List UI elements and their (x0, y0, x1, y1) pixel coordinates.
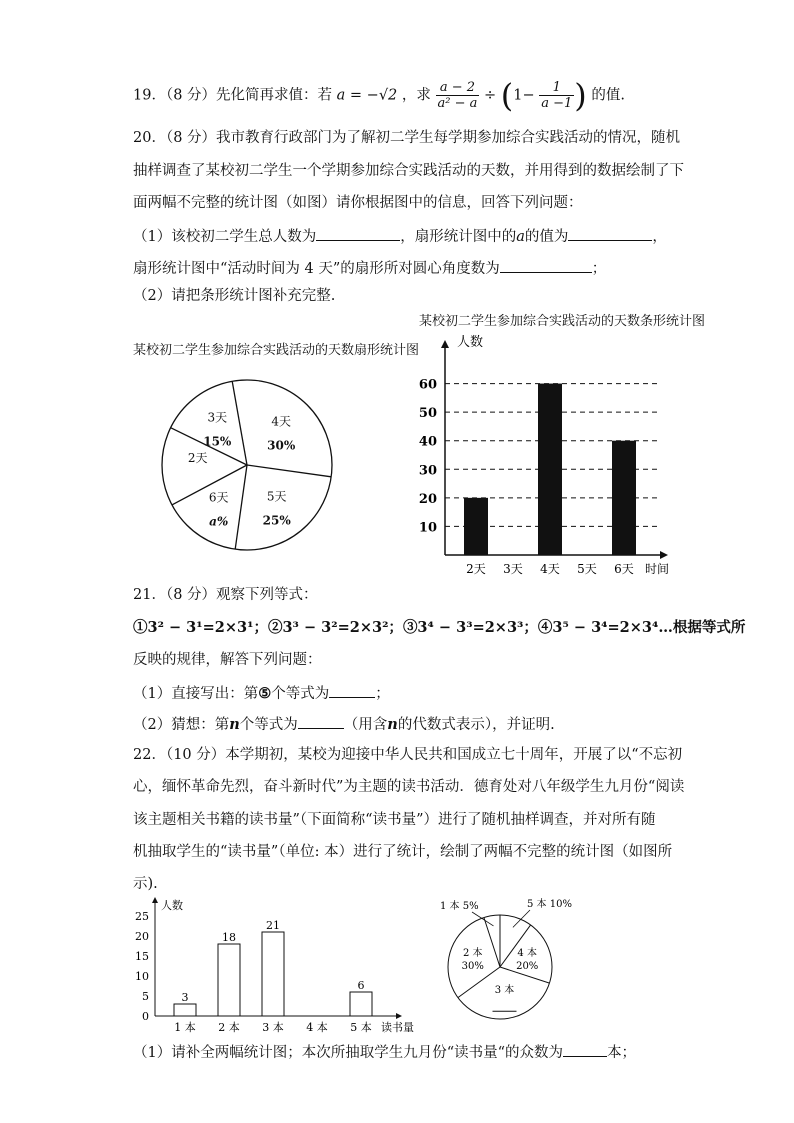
pie1-label-3: 2天 (187, 450, 208, 465)
q19-condition: a = −√2 (336, 87, 398, 104)
q20-line-2: 抽样调查了某校初二学生一个学期参加综合实践活动的天数，并用得到的数据绘制了下 (133, 163, 684, 179)
bar1-ytick-5: 60 (418, 377, 437, 393)
pie1-pct-4: 15% (203, 434, 232, 449)
q19-fraction-2: $\frac{1}{a -1}$ (541, 80, 573, 111)
bar2-ytick-3: 15 (135, 950, 149, 963)
bar1-xtick-0: 2天 (466, 562, 486, 576)
pie2-label-4: 2 本 (463, 948, 483, 960)
bar2-xtick-3: 4 本 (306, 1021, 328, 1034)
q21-equations: ①3² − 3¹=2×3¹；②3³ − 3²=2×3²；③3⁴ − 3³=2×3³；④3⁵ − 3⁴=2×3⁴…根据等式所 (133, 619, 746, 636)
bar1-ytick-4: 50 (418, 406, 437, 422)
bar1-ytick-2: 30 (418, 463, 437, 479)
q22-part-1: （1）请补全两幅统计图；本次所抽取学生九月份“读书量“的众数为 本； (133, 1042, 636, 1063)
bar2-ytick-5: 25 (135, 910, 149, 923)
answer-blank[interactable] (500, 258, 592, 273)
q20-line-1: 20．（8 分）我市教育行政部门为了解初二学生每学期参加综合实践活动的情况，随机 (133, 130, 681, 146)
bar1-ytick-3: 40 (418, 434, 437, 450)
bar2-xlabel: 读书量 (381, 1021, 414, 1034)
pie1-slice-2 (235, 465, 247, 549)
bar1-ytick-1: 20 (418, 491, 437, 507)
bar2-value-1: 18 (222, 931, 236, 944)
bar2-value-2: 21 (266, 919, 280, 932)
pie2-label-0: 1 本 5% (440, 901, 479, 912)
pie1-title: 某校初二学生参加综合实践活动的天数扇形统计图 (133, 343, 420, 358)
pie1-label-1: 5天 (266, 489, 287, 504)
q22-line-1: 22．（10 分）本学期初，某校为迎接中华人民共和国成立七十周年，开展了以“不忘初 (133, 747, 683, 763)
bar1-ytick-0: 10 (418, 520, 437, 536)
q22-line-3: 该主题相关书籍的读书量”（下面简称“读书量”）进行了随机抽样调查，并对所有随 (133, 812, 656, 828)
pie2-label-3: 3 本 (494, 985, 515, 997)
pie1-pct-0: 30% (267, 438, 296, 453)
pie2-pct-4: 30% (461, 961, 484, 973)
bar2-y-arrow (152, 897, 158, 903)
q19-line: 19．（8 分）先化简再求值：若 a = −√2 ，求 $\frac{a - 2}{\text{a² − a}}$ ÷ (1− $\frac{1}{a -1}$ ) 的值. (133, 76, 625, 115)
q21-line-3: 反映的规律，解答下列问题： (133, 652, 322, 668)
bar2-x-arrow (396, 1013, 402, 1019)
q19-fraction-1: $\frac{a - 2}{\text{a² − a}}$ (437, 80, 478, 111)
q22-line-5: 示). (133, 876, 158, 892)
answer-blank[interactable] (568, 226, 652, 241)
q21-part-2: （2）猜想：第n个等式为 （用含n的代数式表示），并证明. (133, 716, 555, 733)
bar2-xtick-2: 3 本 (262, 1021, 284, 1034)
answer-blank[interactable] (298, 714, 344, 729)
bar2-ytick-4: 20 (135, 930, 149, 943)
bar2-value-0: 3 (181, 991, 189, 1004)
bar2-value-4: 6 (357, 979, 365, 992)
q20-line-3: 面两幅不完整的统计图（如图）请你根据图中的信息，回答下列问题： (133, 195, 583, 211)
q20-part-1-cont: 扇形统计图中“活动时间为 4 天”的扇形所对圆心角度数为 ； (133, 258, 606, 279)
pie2-label-1: 5 本 10% (527, 899, 572, 910)
pie2-label-2: 4 本 (517, 948, 537, 960)
bar2-bar-1 (218, 944, 240, 1016)
bar1-bar-2 (538, 384, 562, 555)
bar1-bar-0 (464, 498, 488, 555)
bar1-xtick-3: 5天 (577, 562, 597, 576)
bar1-ylabel: 人数 (457, 335, 484, 350)
bar1-xtick-2: 4天 (540, 562, 560, 576)
q20-part-2: （2）请把条形统计图补充完整. (133, 288, 336, 304)
q21-line-1: 21．（8 分）观察下列等式： (133, 587, 318, 603)
bar1-x-arrow (660, 551, 668, 559)
answer-blank[interactable] (329, 683, 375, 698)
bar2-ytick-2: 10 (135, 970, 149, 983)
bar1-title: 某校初二学生参加综合实践活动的天数条形统计图 (419, 314, 706, 329)
pie2-pct-2: 20% (516, 961, 539, 973)
pie1-pct-2: a% (209, 514, 229, 529)
bar2-bar-0 (174, 1004, 196, 1016)
bar2-xtick-4: 5 本 (350, 1021, 372, 1034)
pie2-leader-0 (472, 912, 494, 926)
pie1-slice-1 (247, 465, 331, 477)
pie1-pct-1: 25% (262, 513, 291, 528)
bar2-bar-2 (262, 932, 284, 1016)
pie1-label-0: 4天 (271, 414, 292, 429)
answer-blank[interactable] (563, 1042, 607, 1057)
pie2-leader-1 (513, 910, 530, 927)
bar2-xtick-0: 1 本 (174, 1021, 196, 1034)
q20-part-1: （1）该校初二学生总人数为 ，扇形统计图中的a的值为 ， (133, 226, 667, 247)
bar2-ytick-1: 5 (142, 990, 149, 1003)
bar-chart-2 (125, 895, 425, 1040)
bar2-xtick-1: 2 本 (218, 1021, 240, 1034)
q19-paren-close: ) (574, 76, 587, 115)
bar2-ylabel: 人数 (161, 899, 183, 912)
pie-chart-1 (160, 370, 345, 565)
q21-part-1: （1）直接写出：第⑤个等式为 ； (133, 685, 390, 702)
q19-paren-open: ( (500, 76, 514, 115)
pie1-label-4: 3天 (207, 410, 228, 425)
bar2-ytick-0: 0 (142, 1010, 149, 1023)
bar1-xtick-1: 3天 (503, 562, 523, 576)
pie1-slice-0 (232, 381, 247, 465)
bar-chart-1 (415, 330, 675, 580)
bar1-xtick-4: 6天 (614, 562, 634, 576)
bar1-y-arrow (441, 340, 449, 348)
pie1-label-2: 6天 (208, 490, 229, 505)
q22-line-4: 机抽取学生的“读书量”（单位: 本）进行了统计，绘制了两幅不完整的统计图（如图所 (133, 844, 673, 860)
pie-chart-2 (430, 895, 590, 1025)
q22-line-2: 心，缅怀革命先烈，奋斗新时代”为主题的读书活动．德育处对八年级学生九月份“阅读 (133, 779, 685, 795)
answer-blank[interactable] (316, 226, 400, 241)
bar1-xlabel: 时间 (645, 562, 670, 576)
bar2-bar-4 (350, 992, 372, 1016)
bar1-bar-4 (612, 441, 636, 555)
